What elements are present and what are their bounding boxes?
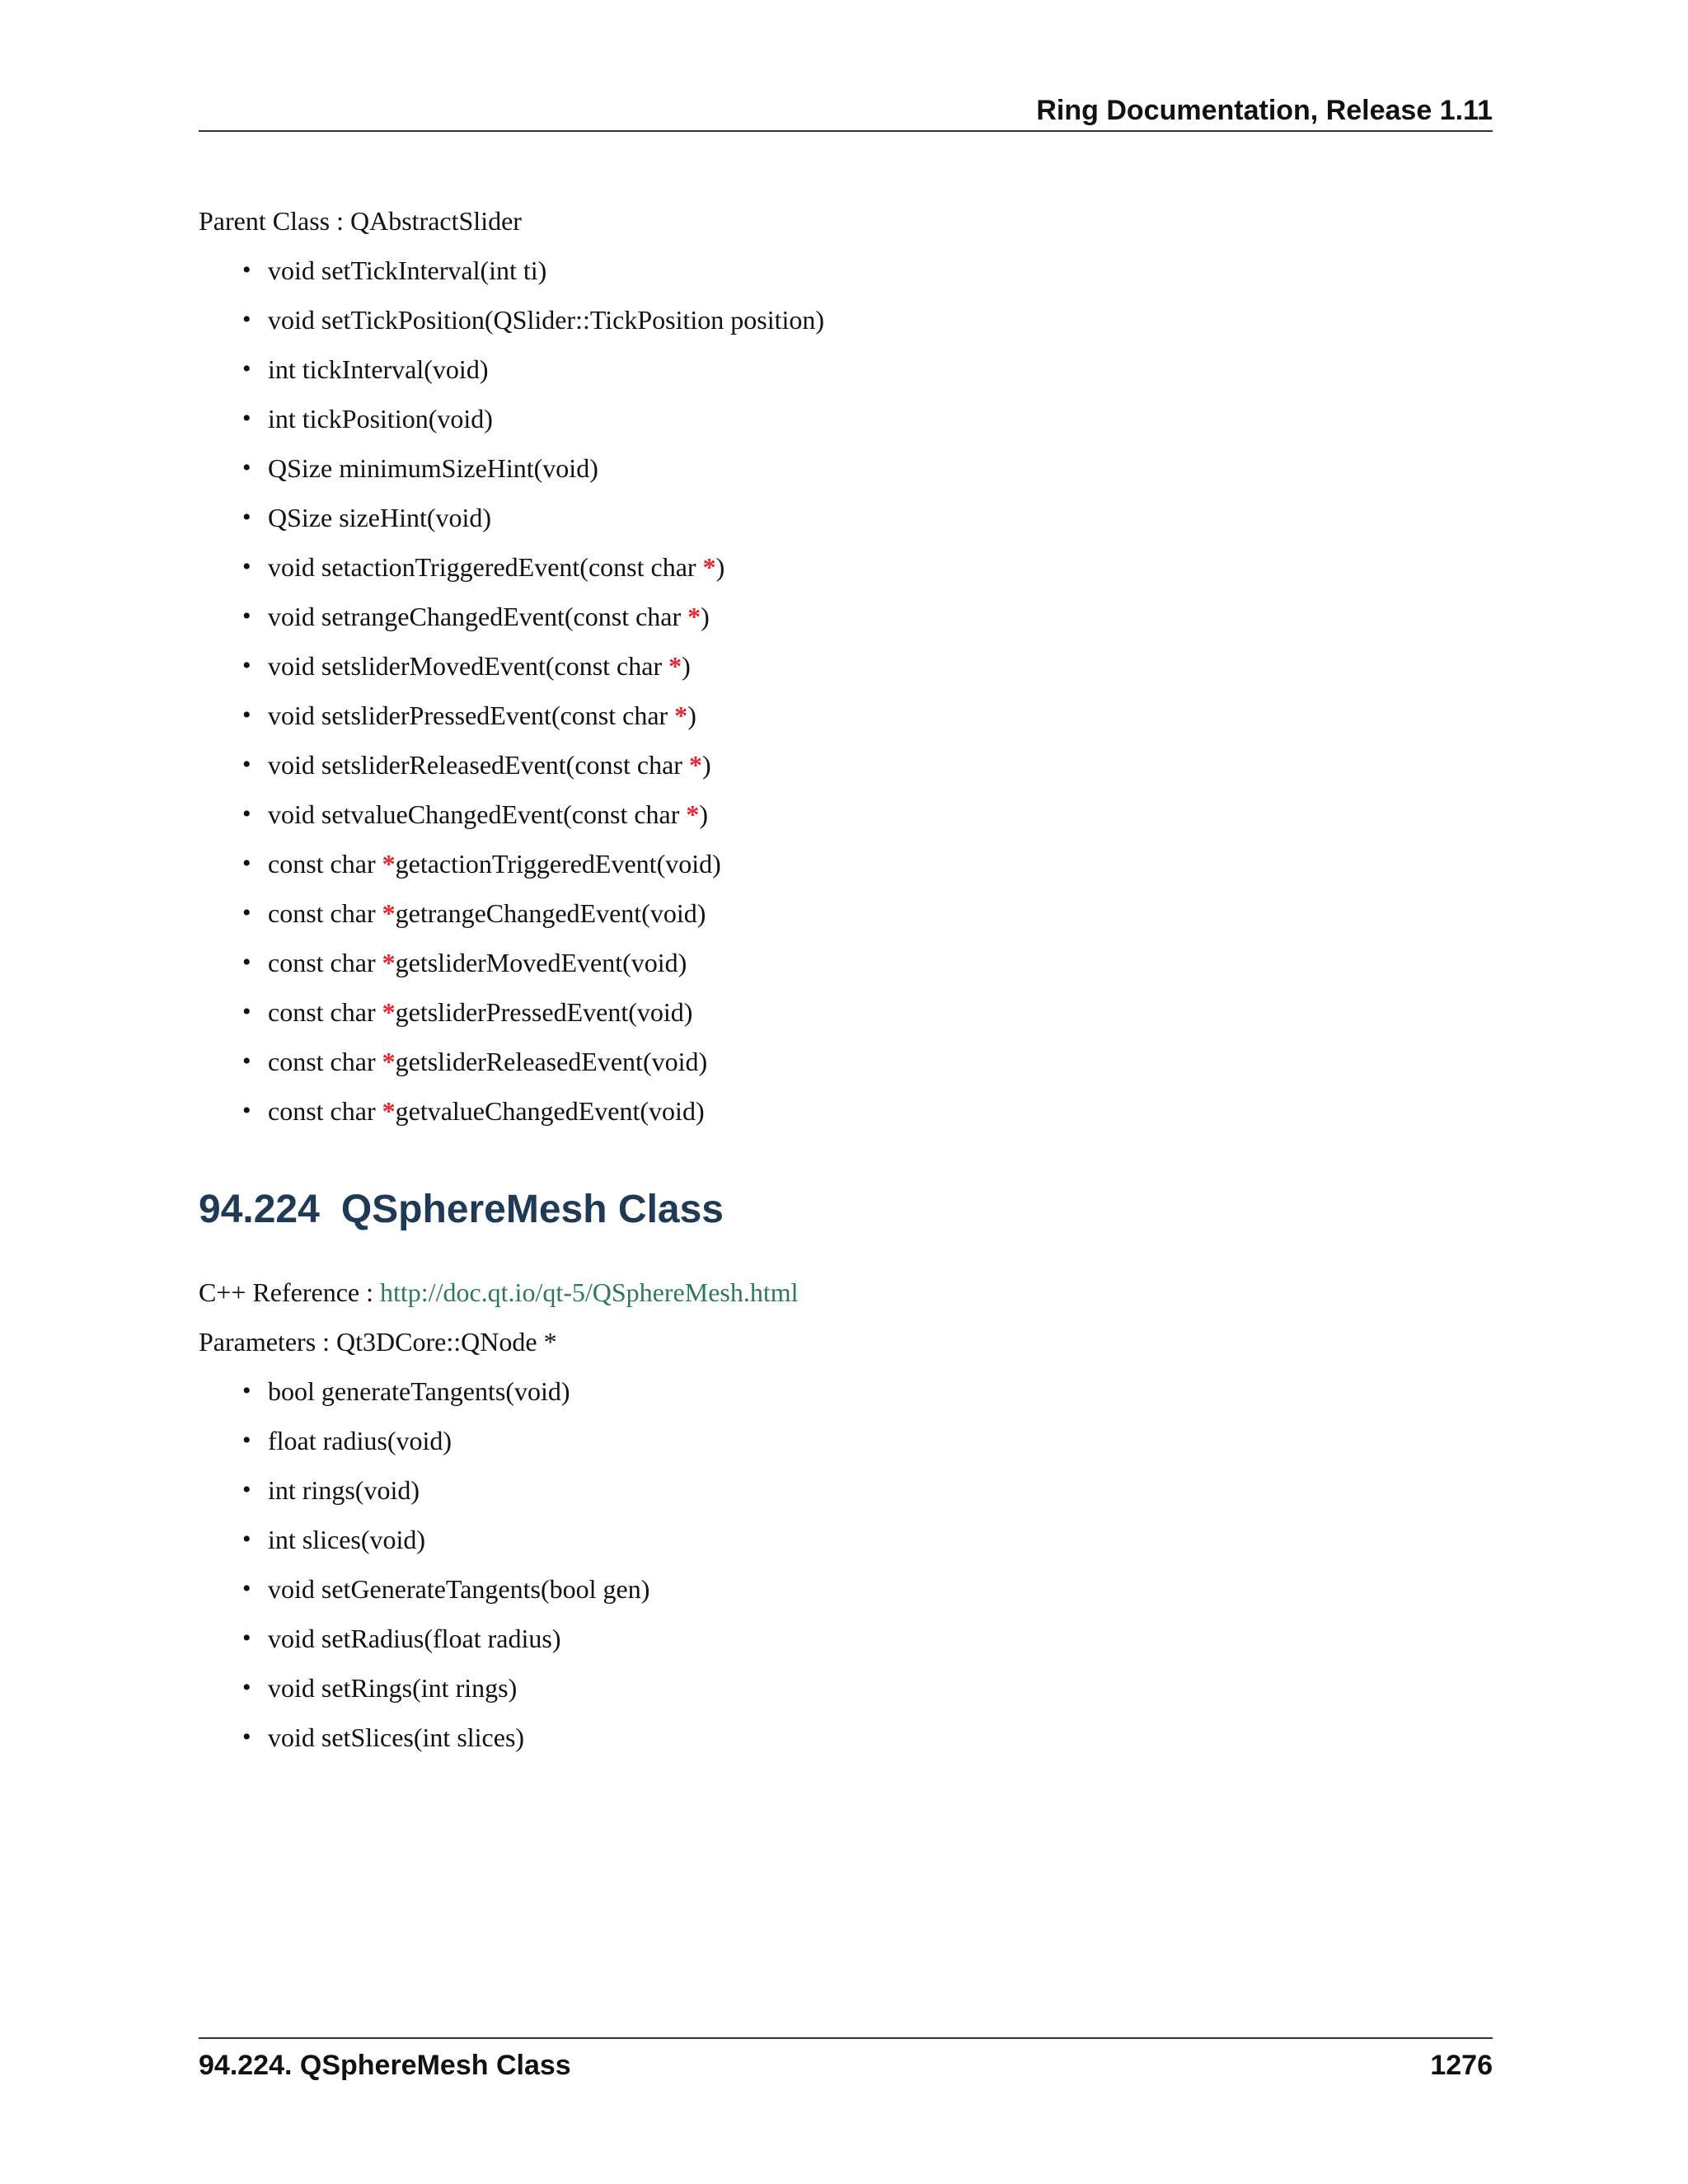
- page-number: 1276: [1430, 2050, 1493, 2081]
- bullet-icon: •: [242, 652, 251, 679]
- method-item: [199, 740, 1493, 790]
- parent-class-line: Parent Class : QAbstractSlider: [199, 206, 522, 236]
- method-text: void setactionTriggeredEvent(const char: [268, 552, 703, 582]
- method-text: void setGenerateTangents(bool gen): [268, 1574, 650, 1604]
- method-item: [199, 888, 1493, 938]
- method-item: [199, 1465, 1493, 1515]
- pointer-star: *: [382, 948, 396, 977]
- method-text-end: ): [699, 799, 709, 829]
- method-item: [199, 443, 1493, 493]
- method-text-end: getactionTriggeredEvent(void): [395, 849, 721, 879]
- method-text-end: getvalueChangedEvent(void): [395, 1096, 705, 1126]
- method-item: [199, 246, 1493, 295]
- method-text: void setRadius(float radius): [268, 1624, 561, 1653]
- method-text: const char: [268, 898, 382, 928]
- pointer-star: *: [686, 799, 700, 829]
- bullet-icon: •: [242, 850, 251, 877]
- method-item: [199, 592, 1493, 641]
- method-text: QSize minimumSizeHint(void): [268, 453, 598, 483]
- bullet-icon: •: [242, 899, 251, 926]
- pointer-star: *: [382, 1096, 396, 1126]
- pointer-star: *: [668, 651, 682, 681]
- method-item: [199, 1564, 1493, 1614]
- method-text-end: ): [687, 701, 696, 730]
- bullet-icon: •: [242, 1624, 251, 1652]
- qspheremesh-method-list: [199, 1366, 1493, 1762]
- method-text: const char: [268, 948, 382, 977]
- method-text: void setsliderReleasedEvent(const char: [268, 750, 689, 780]
- bullet-icon: •: [242, 405, 251, 432]
- bullet-icon: •: [242, 751, 251, 778]
- method-text: const char: [268, 849, 382, 879]
- bullet-icon: •: [242, 454, 251, 481]
- bullet-icon: •: [242, 602, 251, 630]
- pointer-star: *: [702, 552, 716, 582]
- bullet-icon: •: [242, 553, 251, 580]
- method-text-end: getsliderMovedEvent(void): [395, 948, 687, 977]
- method-text: const char: [268, 1047, 382, 1076]
- method-text: void setRings(int rings): [268, 1673, 518, 1703]
- method-text: void setSlices(int slices): [268, 1722, 525, 1752]
- method-item: [199, 344, 1493, 394]
- pointer-star: *: [382, 997, 396, 1027]
- method-item: [199, 394, 1493, 443]
- footer-section-label: 94.224. QSphereMesh Class: [199, 2050, 571, 2081]
- pointer-star: *: [382, 1047, 396, 1076]
- pointer-star: *: [382, 849, 396, 879]
- bullet-icon: •: [242, 998, 251, 1025]
- method-text: int tickInterval(void): [268, 354, 489, 384]
- method-text: const char: [268, 997, 382, 1027]
- reference-label: C++ Reference :: [199, 1277, 380, 1307]
- method-text-end: ): [701, 602, 710, 631]
- method-item: [199, 839, 1493, 888]
- method-text: QSize sizeHint(void): [268, 503, 492, 532]
- method-text: float radius(void): [268, 1426, 452, 1455]
- pointer-star: *: [688, 750, 702, 780]
- bullet-icon: •: [242, 355, 251, 382]
- bullet-icon: •: [242, 1575, 251, 1602]
- pointer-star: *: [382, 898, 396, 928]
- page-footer: [199, 2037, 1493, 2088]
- reference-link[interactable]: http://doc.qt.io/qt-5/QSphereMesh.html: [380, 1277, 799, 1307]
- method-item: [199, 1366, 1493, 1416]
- bullet-icon: •: [242, 306, 251, 333]
- bullet-icon: •: [242, 949, 251, 976]
- method-text: void setvalueChangedEvent(const char: [268, 799, 687, 829]
- method-item: [199, 493, 1493, 542]
- bullet-icon: •: [242, 256, 251, 284]
- method-text: void setTickPosition(QSlider::TickPosition position): [268, 305, 825, 335]
- reference-line: [199, 1268, 1493, 1317]
- method-item: [199, 987, 1493, 1037]
- method-text-end: getsliderPressedEvent(void): [395, 997, 693, 1027]
- bullet-icon: •: [242, 1427, 251, 1454]
- method-text: void setTickInterval(int ti): [268, 255, 547, 285]
- method-item: [199, 1086, 1493, 1136]
- bullet-icon: •: [242, 1526, 251, 1553]
- parameters-line: Parameters : Qt3DCore::QNode *: [199, 1327, 557, 1357]
- method-text: void setrangeChangedEvent(const char: [268, 602, 688, 631]
- method-text-end: ): [715, 552, 725, 582]
- bullet-icon: •: [242, 1377, 251, 1404]
- bullet-icon: •: [242, 1097, 251, 1124]
- method-item: [199, 641, 1493, 691]
- method-text: void setsliderPressedEvent(const char: [268, 701, 675, 730]
- method-item: [199, 938, 1493, 987]
- pointer-star: *: [687, 602, 701, 631]
- method-text: const char: [268, 1096, 382, 1126]
- method-item: [199, 691, 1493, 740]
- qslider-method-list: [199, 246, 1493, 1136]
- section-number: 94.224: [199, 1188, 320, 1231]
- bullet-icon: •: [242, 701, 251, 729]
- method-item: [199, 1614, 1493, 1663]
- pointer-star: *: [674, 701, 688, 730]
- method-text: bool generateTangents(void): [268, 1376, 570, 1406]
- method-item: [199, 1037, 1493, 1086]
- section-title: QSphereMesh Class: [340, 1188, 724, 1231]
- method-item: [199, 295, 1493, 344]
- method-item: [199, 1515, 1493, 1564]
- method-text: int tickPosition(void): [268, 404, 493, 434]
- bullet-icon: •: [242, 800, 251, 827]
- bullet-icon: •: [242, 1476, 251, 1503]
- section-heading: [199, 1185, 1493, 1235]
- method-text-end: getsliderReleasedEvent(void): [395, 1047, 708, 1076]
- bullet-icon: •: [242, 1674, 251, 1701]
- bullet-icon: •: [242, 1047, 251, 1075]
- page-header: [199, 92, 1493, 132]
- method-item: [199, 1416, 1493, 1465]
- method-text-end: getrangeChangedEvent(void): [395, 898, 706, 928]
- method-text: int slices(void): [268, 1525, 426, 1554]
- method-item: [199, 542, 1493, 592]
- document-title: Ring Documentation, Release 1.11: [1036, 95, 1493, 126]
- method-item: [199, 1713, 1493, 1762]
- method-item: [199, 1663, 1493, 1713]
- bullet-icon: •: [242, 504, 251, 531]
- method-item: [199, 790, 1493, 839]
- method-text-end: ): [701, 750, 711, 780]
- method-text: int rings(void): [268, 1475, 420, 1505]
- method-text: void setsliderMovedEvent(const char: [268, 651, 669, 681]
- page-content: [199, 196, 1493, 1762]
- method-text-end: ): [682, 651, 691, 681]
- bullet-icon: •: [242, 1723, 251, 1750]
